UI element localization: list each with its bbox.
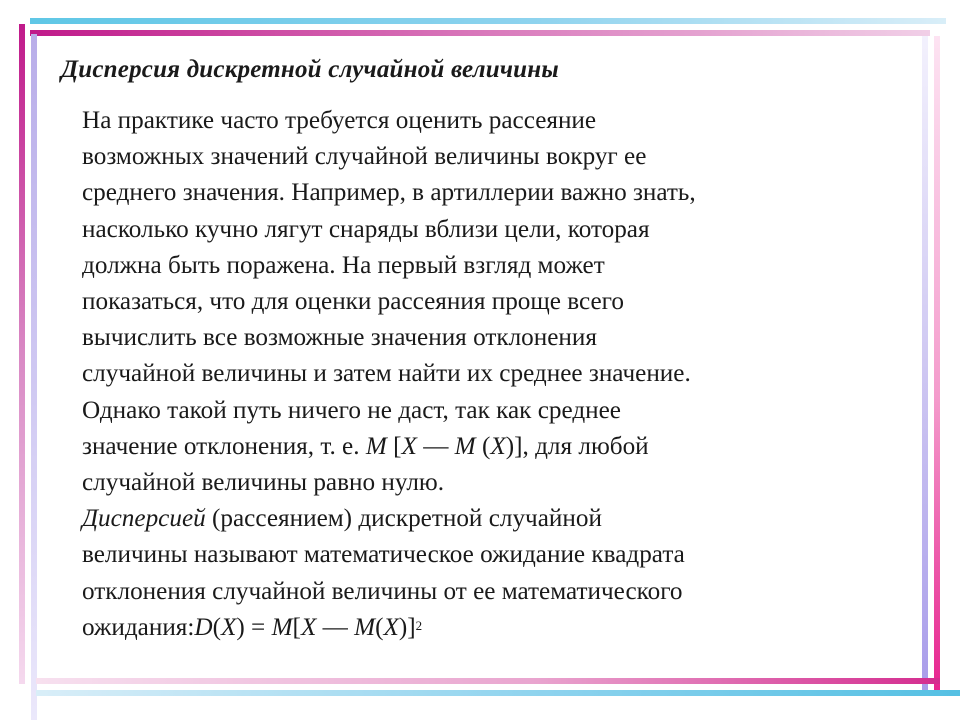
slide-title: Дисперсия дискретной случайной величины xyxy=(61,56,559,83)
formula-symbol: M xyxy=(354,613,376,641)
formula-symbol: X xyxy=(401,432,417,460)
formula-symbol: D xyxy=(194,613,213,641)
bottom-pink-border xyxy=(36,678,940,684)
text-line: случайной величины и затем найти их среднее значение. xyxy=(82,360,691,388)
text-line: насколько кучно лягут снаряды вблизи цели, которая xyxy=(82,215,650,243)
defined-term: Дисперсией xyxy=(82,505,206,533)
formula-symbol: [ xyxy=(292,613,301,641)
text-line: величины называют математическое ожидание квадрата xyxy=(82,541,685,569)
slide-body xyxy=(82,103,882,646)
formula-symbol: — xyxy=(416,432,455,460)
formula-symbol: M xyxy=(271,613,293,641)
formula-exponent: 2 xyxy=(415,617,423,633)
text-line: Однако такой путь ничего не даст, так как среднее xyxy=(82,396,621,424)
formula-symbol: X xyxy=(490,432,506,460)
formula-symbol: M xyxy=(365,432,387,460)
text-line: значение отклонения, т. е. xyxy=(82,432,366,460)
text-line: должна быть поражена. На первый взгляд может xyxy=(82,251,605,279)
inline-formula xyxy=(366,433,529,460)
text-line: возможных значений случайной величины вокруг ее xyxy=(82,143,647,171)
bottom-cyan-border xyxy=(36,690,960,696)
formula-symbol: — xyxy=(316,613,355,641)
paragraph-definition xyxy=(82,501,882,646)
formula-symbol: )] xyxy=(398,613,416,641)
formula-symbol: ( xyxy=(375,613,384,641)
formula-symbol: X xyxy=(220,613,237,641)
text-line: среднего значения. Например, в артиллерии важно знать, xyxy=(82,179,696,207)
text-line: вычислить все возможные значения отклонения xyxy=(82,324,597,352)
text-line: отклонения случайной величины от ее математического xyxy=(82,577,683,605)
variance-formula xyxy=(194,614,422,641)
formula-symbol: ( xyxy=(475,432,491,460)
text-line: показаться, что для оценки рассеяния проще всего xyxy=(82,288,624,316)
left-pink-border xyxy=(19,24,25,684)
formula-symbol: )], xyxy=(505,432,529,460)
formula-symbol: [ xyxy=(386,432,402,460)
right-lavender-border xyxy=(922,36,928,690)
right-pink-border xyxy=(934,36,940,690)
formula-symbol: X xyxy=(300,613,317,641)
top-pink-border xyxy=(30,30,930,36)
formula-symbol: ) = xyxy=(236,613,272,641)
formula-symbol: X xyxy=(383,613,399,641)
text-line: для любой xyxy=(528,432,649,460)
text-line: (рассеянием) дискретной случайной xyxy=(205,505,602,533)
formula-symbol: M xyxy=(454,432,476,460)
text-line: случайной величины равно нулю. xyxy=(82,469,445,497)
text-line: ожидания: xyxy=(82,613,195,641)
paragraph-intro xyxy=(82,103,882,501)
formula-symbol: ( xyxy=(212,613,221,641)
left-lavender-border xyxy=(31,34,37,720)
top-cyan-border xyxy=(30,18,946,24)
text-line: На практике часто требуется оценить рассеяние xyxy=(82,107,597,134)
